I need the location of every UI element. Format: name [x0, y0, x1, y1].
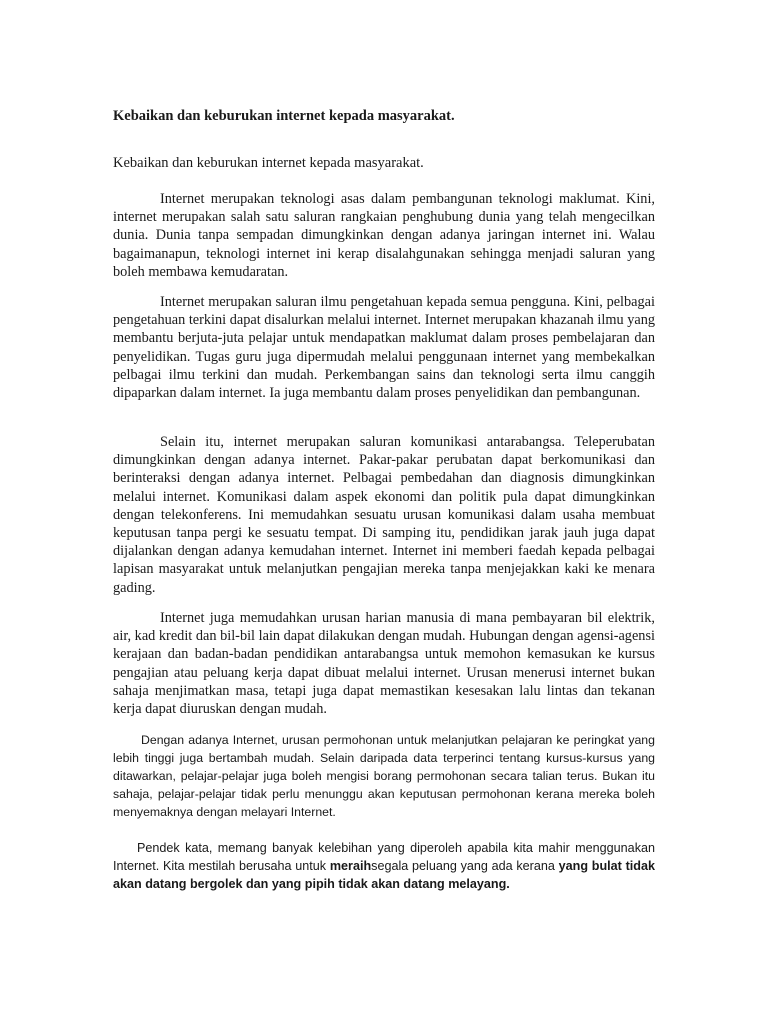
document-subtitle: Kebaikan dan keburukan internet kepada masyarakat.	[113, 155, 424, 171]
conclusion-text-2: segala peluang yang ada kerana	[371, 859, 559, 873]
paragraph-introduction: Internet merupakan teknologi asas dalam pembangunan teknologi maklumat. Kini, internet merupakan salah satu saluran rangkaian penghubung dunia yang telah mengecilkan dunia. Dunia tanpa sempadan dimungkinkan dengan adanya jaringan internet ini. Walau bagaimanapun, teknologi internet ini kerap disalahgunakan sehingga menjadi saluran yang boleh membawa kemudaratan.	[113, 191, 655, 280]
conclusion-bold-word: meraih	[329, 859, 372, 873]
document-title: Kebaikan dan keburukan internet kepada masyarakat.	[113, 108, 455, 124]
paragraph-communication: Selain itu, internet merupakan saluran komunikasi antarabangsa. Teleperubatan dimungkinkan dengan adanya internet. Pakar-pakar perubatan dapat berkomunikasi dan berinteraksi dengan adanya internet. Pelbagai pembedahan dan diagnosis dimungkinkan melalui internet. Komunikasi dalam aspek ekonomi dan politik pula dapat dimungkinkan dengan telekonferens. Ini memudahkan sesuatu urusan komunikasi dalam usaha membuat keputusan tanpa pergi ke sesuatu tempat. Di samping itu, pendidikan jarak jauh juga dapat dijalankan dengan adanya kemudahan internet. Internet ini memberi faedah kepada pelbagai lapisan masyarakat untuk melanjutkan pengajian mereka tanpa menjejakkan kaki ke menara gading.	[113, 434, 655, 596]
paragraph-knowledge: Internet merupakan saluran ilmu pengetahuan kepada semua pengguna. Kini, pelbagai pengetahuan terkini dapat disalurkan melalui internet. Internet merupakan khazanah ilmu yang membantu berjuta-juta pelajar untuk mendapatkan maklumat dalam proses pembelajaran dan penyelidikan. Tugas guru juga dipermudah melalui penggunaan internet yang membekalkan pelbagai ilmu terkini dan mudah. Perkembangan sains dan teknologi serta ilmu canggih dipaparkan dalam internet. Ia juga membantu dalam proses penyelidikan dan pembangunan.	[113, 294, 655, 402]
paragraph-daily-affairs: Internet juga memudahkan urusan harian manusia di mana pembayaran bil elektrik, air, kad kredit dan bil-bil lain dapat dilakukan dengan mudah. Hubungan dengan agensi-agensi kerajaan dan badan-badan pendidikan antarabangsa untuk memohon kemasukan ke kursus pengajian atau peluang kerja dapat dibuat melalui internet. Urusan menerusi internet bukan sahaja menjimatkan masa, tetapi juga dapat memastikan kesesakan lalu lintas dan tekanan kerja dapat diuruskan dengan mudah.	[113, 610, 655, 718]
conclusion-text-1: Pendek kata, memang banyak kelebihan yang diperoleh apabila kita mahir menggunakan Internet. Kita mestilah berusaha untuk	[113, 841, 655, 873]
conclusion-proverb: yang bulat tidak akan datang bergolek dan yang pipih tidak akan datang melayang.	[113, 859, 655, 891]
paragraph-conclusion	[113, 839, 655, 893]
paragraph-applications: Dengan adanya Internet, urusan permohonan untuk melanjutkan pelajaran ke peringkat yang lebih tinggi juga bertambah mudah. Selain daripada data terperinci tentang kursus-kursus yang ditawarkan, pelajar-pelajar juga boleh mengisi borang permohonan secara talian terus. Bukan itu sahaja, pelajar-pelajar tidak perlu menunggu akan keputusan permohonan kerana mereka boleh menyemaknya dengan melayari Internet.	[113, 733, 655, 819]
